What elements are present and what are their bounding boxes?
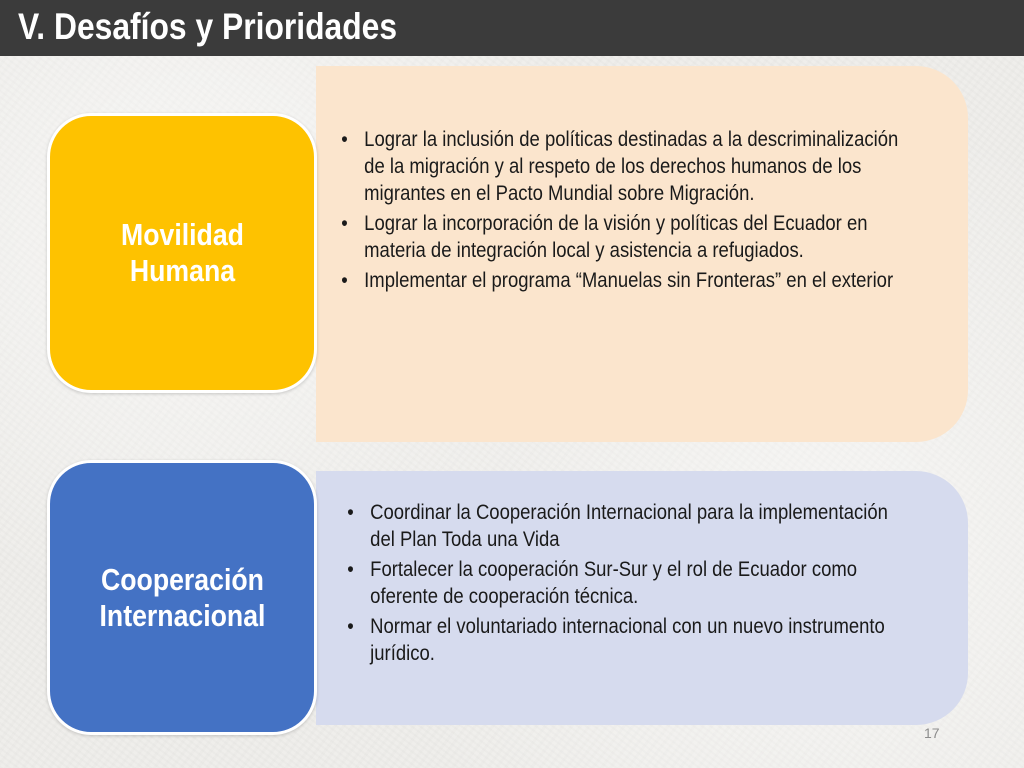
- bullet-item: [342, 556, 905, 610]
- card-label-line: Humana: [129, 253, 235, 288]
- bullet-dot: •: [347, 615, 354, 638]
- bullet-dot: •: [341, 128, 348, 151]
- cooperacion-content-panel: [316, 471, 968, 725]
- bullet-dot: •: [347, 501, 354, 524]
- bullet-text: Lograr la inclusión de políticas destinadas a la descriminalización de la migración y al respeto de los derechos humanos de los migrantes en el Pacto Mundial sobre Migración.: [364, 128, 899, 205]
- bullet-item: [342, 613, 905, 667]
- cooperacion-internacional-card: [47, 460, 317, 735]
- movilidad-content-panel: [316, 66, 968, 442]
- bullet-text: Fortalecer la cooperación Sur-Sur y el rol de Ecuador como oferente de cooperación técnica.: [370, 558, 858, 608]
- cooperacion-internacional-label: [99, 562, 265, 634]
- movilidad-humana-card: [47, 113, 317, 393]
- movilidad-humana-label: [121, 217, 244, 289]
- card-label-line: Cooperación: [100, 561, 264, 597]
- movilidad-bullet-list: [336, 126, 976, 297]
- bullet-item: [336, 126, 899, 207]
- title-bar: [0, 0, 1024, 56]
- bullet-dot: •: [341, 212, 348, 235]
- bullet-item: [336, 210, 899, 264]
- bullet-item: [342, 499, 905, 553]
- slide-title: V. Desafíos y Prioridades: [18, 6, 398, 47]
- bullet-dot: •: [347, 558, 354, 581]
- card-label-line: Movilidad: [120, 217, 244, 252]
- bullet-dot: •: [341, 269, 348, 292]
- bullet-text: Normar el voluntariado internacional con un nuevo instrumento jurídico.: [370, 615, 885, 665]
- bullet-text: Lograr la incorporación de la visión y políticas del Ecuador en materia de integración local y asistencia a refugiados.: [364, 212, 868, 262]
- bullet-text: Implementar el programa “Manuelas sin Fronteras” en el exterior: [364, 269, 894, 292]
- card-label-line: Internacional: [99, 597, 265, 633]
- bullet-text: Coordinar la Cooperación Internacional para la implementación del Plan Toda una Vida: [370, 501, 888, 551]
- cooperacion-bullet-list: [342, 499, 982, 670]
- page-number: 17: [924, 725, 940, 741]
- bullet-item: [336, 267, 899, 294]
